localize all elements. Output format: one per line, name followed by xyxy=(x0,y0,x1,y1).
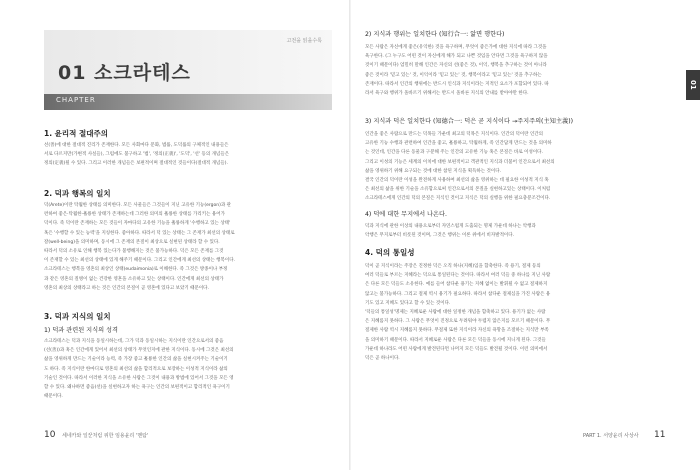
text-line: 은 지혜롭지 못하다. 그 사람은 무엇이 진정으로 두려워야 두렵지 않은지를 모르기 때문이다. 무 xyxy=(365,319,551,325)
chapter-title: 01 소크라테스 xyxy=(58,62,191,84)
text-line: 여러 덕들로 부르는 지혜라는 덕으로 통일된다는 것이다. 따라서 여러 덕들 중 하나를 지닌 사람 xyxy=(365,273,551,279)
section-body-3 xyxy=(44,337,333,401)
text-line: 련하여 좋은·탁월한·훌륭한 상태가 존재하는데 그러한 의미의 훌륭한 상태를 가리키는 용어가 xyxy=(44,212,225,218)
text-line: 잘(well-being)을 의미하며, 동시에 그 존재의 본질이 최상으로 실현된 상태라 할 수 있다. xyxy=(44,239,220,245)
section-body-4 xyxy=(365,262,665,363)
text-line: 덕이 곧 지식이라는 주장은 진정한 덕은 오직 하나(지혜)임을 함축한다. 즉 용기, 절제 등의 xyxy=(365,264,541,269)
text-line: 도 하다. 즉 지식이란 한마디로 영혼의 최선의 삶을 합리적으로 보장하는 이성적 지식이라 삶의 xyxy=(44,366,228,372)
text-line: 선(善)에 대한 절대적 진리가 존재한다. 모든 사회마다 문화, 법률, 도덕률의 구체적인 내용들은 xyxy=(44,143,229,148)
subsection-body-3-4 xyxy=(365,222,665,240)
text-line: 절제한 사람 역시 지혜롭지 못하다. 무절제 또한 지식이라 자신의 욕망을 조절하는 지식만 부족 xyxy=(365,328,549,334)
text-line: 라서 욕구와 행위가 올바르기 위해서는 반드시 올바른 지식의 안내를 받아야만 한다. xyxy=(365,90,529,96)
text-line: 이 존재할 수 있는 최선의 상태에 있게 해주기 때문이다. 그리고 인간에게 최선의 상태는 행복이다. xyxy=(44,258,235,264)
chapter-tag: 고전을 읽을수록 xyxy=(286,38,322,44)
text-line: 삶을 영위하게 만드는 기술이라 능력, 즉 가장 좋고 훌륭한 인간의 삶을 실현시켜주는 기술이기 xyxy=(44,357,228,363)
subsection-body-3-3 xyxy=(365,130,665,204)
text-line: 기술인 것이다. 따라서 이러한 지식을 소유한 사람은 그것이 내용과 방법에 있어서 그것을 모든 영 xyxy=(44,375,234,381)
chapter-header xyxy=(44,30,332,110)
section-title-3: 3. 덕과 지식의 일치 xyxy=(44,312,111,321)
text-line: 인간을 좋은 사람으로 만드는 덕목들 가운데 최고의 덕목은 지식이다. 인간의 덕이란 인간의 xyxy=(365,132,544,137)
text-line: 소크라테스는 행복을 영혼의 최상인 상태(eudaimonia)로 이해한다. 즉 그것은 방종이나 부정 xyxy=(44,267,228,273)
text-line: 모든 사람은 자신에게 좋은(유익한) 것을 욕구하며, 무엇이 좋은가에 대한 지식에 따라 그것을 xyxy=(365,45,547,50)
text-line: 가운데 하나라도 어떤 사람에게 발견된다면 나머지 모든 덕들도 발견될 것이다. 이런 의미에서 xyxy=(365,346,548,352)
chapter-side-tab: 01 xyxy=(686,70,700,100)
page-number-left: 10 xyxy=(44,430,56,440)
text-line: 그리고 이성의 기능은 세계의 이치에 대한 보편적이고 객관적인 지식과 더불어 인간으로서 최선의 xyxy=(365,159,555,165)
page-number-right: 11 xyxy=(654,430,666,440)
text-line: 것이기 때문이다) 엄밀히 말해 인간은 자신의 선(좋은 것), 이익, 행복을 추구하는 것이 아니라 xyxy=(365,63,547,69)
subsection-body-3-2 xyxy=(365,43,665,98)
text-line: 덕이다. 즉 덕이란 존재하는 모든 것들이 자마다의 고유한 기능을 훌륭하게 '수행하고 있는 상태' xyxy=(44,221,231,227)
text-line: 덕(Arete)이란 탁월한 상태를 의미한다. 모든 사물들은 그것들이 지닌 고유한 기능(ergon)과 관 xyxy=(44,203,231,208)
text-line: 결국 인간의 덕이란 이성을 완전하게 사용하여 최선의 삶을 영위하는 데 필요한 이성적 지식 혹 xyxy=(365,177,549,183)
section-title-4: 4. 덕의 통일성 xyxy=(365,248,415,257)
text-line: 과 같은 영혼의 질병이 없는 건강한 영혼을 소유하고 있는 상태이다. 인간에게 최선의 상태가 xyxy=(44,276,224,282)
text-line: 기도 있고 지혜도 있다고 할 수 있는 것이다. xyxy=(365,300,451,306)
text-line: 할 수 있다. 왜냐하면 좋음(선)을 실현하고자 하는 욕구는 인간의 보편적이고 합리적인 욕구이기 xyxy=(44,384,230,390)
running-footer-right: PART 1. 서양윤리 사상사 xyxy=(583,433,639,439)
subsection-title-3-2: 2) 지식과 행위는 일치한다 (知行合一: 앎면 행한다) xyxy=(365,31,505,38)
right-page xyxy=(351,0,700,470)
text-line: (선(善))과 혹은 인간에게 있어서 최선의 상태가 무엇인지에 관한 지식이다. 동시에 그것은 최선의 xyxy=(44,348,234,354)
text-line: 좋은 것이라 '믿고 있는' 것, 이익이라 '믿고 있는' 것, 행복이라고 '믿고 있는' 것을 추구하는 xyxy=(365,72,542,78)
text-line: 정의(定義)될 수 있다. 그리고 이러한 개념들은 보편적이며 절대적인 것들이다(절대적 개념들). xyxy=(44,161,228,167)
text-line: 은 최선의 삶을 위한 기술을 소유함으로써 인간으로서의 본질을 실현하고있는 상태이다. 이처럼 xyxy=(365,187,551,193)
text-line: 덕과 지식에 관한 이상의 내용으로부터 자연스럽게 도출되는 명제 가운데 하나는 악행과 xyxy=(365,224,536,229)
text-line: 서로 다르지만(가변적 사실들), 그럼에도 불구하고 '법', '정의(正義)', '도덕', '선' 등의 개념들은 xyxy=(44,152,230,158)
chapter-label: CHAPTER xyxy=(56,96,96,104)
subsection-title-3-3: 3) 지식과 덕은 일치한다 (知德合一: 덕은 곧 지식이다 →주지주의(主知主義)) xyxy=(365,118,574,125)
text-line: 삶을 영위하기 위해 요구되는 것에 대한 참된 지식을 획득하는 것이다. xyxy=(365,168,502,174)
text-line: 덕은 곧 하나이다. xyxy=(365,355,400,361)
text-line: 영혼의 최상의 상태라고 하는 것은 인간의 본질이 곧 영혼에 있다고 보았기 때문이다. xyxy=(44,285,209,291)
text-line: 따라서 덕의 소유로 인해 행복 있는다가 불행해지는 것은 불가능하다. 덕은 모든 존재를 그것 xyxy=(44,248,224,254)
subsection-title-3-1: 1) 덕과 관련된 지식의 성격 xyxy=(44,327,118,334)
section-body-1 xyxy=(44,141,333,169)
running-footer-left: 세네카와 일꾼처럼 위한 임용윤리 '멘탐' xyxy=(62,433,149,439)
text-line: 소크라테스에게 인간의 덕의 본질은 지식인 것이고 지식은 덕의 실행을 위한 필요충분조건이다. xyxy=(365,196,551,202)
text-line: 소크라테스는 덕과 지식을 동일시하는데, 그가 덕과 동일시하는 지식이란 인간으로서의 좋음 xyxy=(44,339,224,344)
section-title-2: 2. 덕과 행복의 일치 xyxy=(44,189,111,198)
section-body-2 xyxy=(44,201,333,293)
text-line: '덕들의 통일성'명제는 지혜로운 사람에 대한 일정한 개념을 함축하고 있다. 용기가 없는 사람 xyxy=(365,309,546,315)
text-line: 은 다른 모든 덕들도 소유한다. 예를 들어 참다운 용기는 지혜 없이는 발휘될 수 없고 절제하지 xyxy=(365,282,548,288)
text-line: 는 것인데, 인간을 다른 동물과 구분해 주는 인간의 고유한 기능 혹은 본질은 바로 이성이다. xyxy=(365,150,543,156)
text-line: 존재이다. 따라서 인간의 행위에는 반드시 인식과 지식이라는 지적인 요소가 포함되어 있다. 따 xyxy=(365,81,549,87)
subsection-title-3-4: 4) 덕에 대한 무지에서 나온다. xyxy=(365,211,447,218)
text-line: 때문이다. xyxy=(44,394,63,400)
text-line: 고유한 기능 수행과 관련하여 인간을 좋고, 훌륭하고, 탁월하게, 즉 인간답게 만드는 것을 의미하 xyxy=(365,141,552,147)
text-line: 않고는 불가능하다. 그리고 절제 역시 용기가 필요하다. 따라서 참다운 절제심을 가진 사람은 용 xyxy=(365,291,551,297)
text-line: 을 의미하기 때문이다. 따라서 지혜로운 사람은 다른 모든 덕들을 동시에 지니게 된다. 그것들 xyxy=(365,337,546,343)
section-title-1: 1. 윤리적 절대주의 xyxy=(44,129,109,138)
text-line: 악행은 무지로부터 비롯된 것이며, 그것은 행위는 이론 위에서 비자발적이다. xyxy=(365,233,515,239)
text-line: 욕구한다. (그 누구도 어떤 것이 자신에게 해가 되고 나쁜 것임을 안다면 그것을 욕구하지 않을 xyxy=(365,54,548,60)
text-line: 혹은 '수행할 수 있는 능력'을 지칭한다. 좋아하다. 따라서 덕 있는 상태는 그 존재가 최선의 상태로 xyxy=(44,230,235,236)
left-page xyxy=(0,0,349,470)
